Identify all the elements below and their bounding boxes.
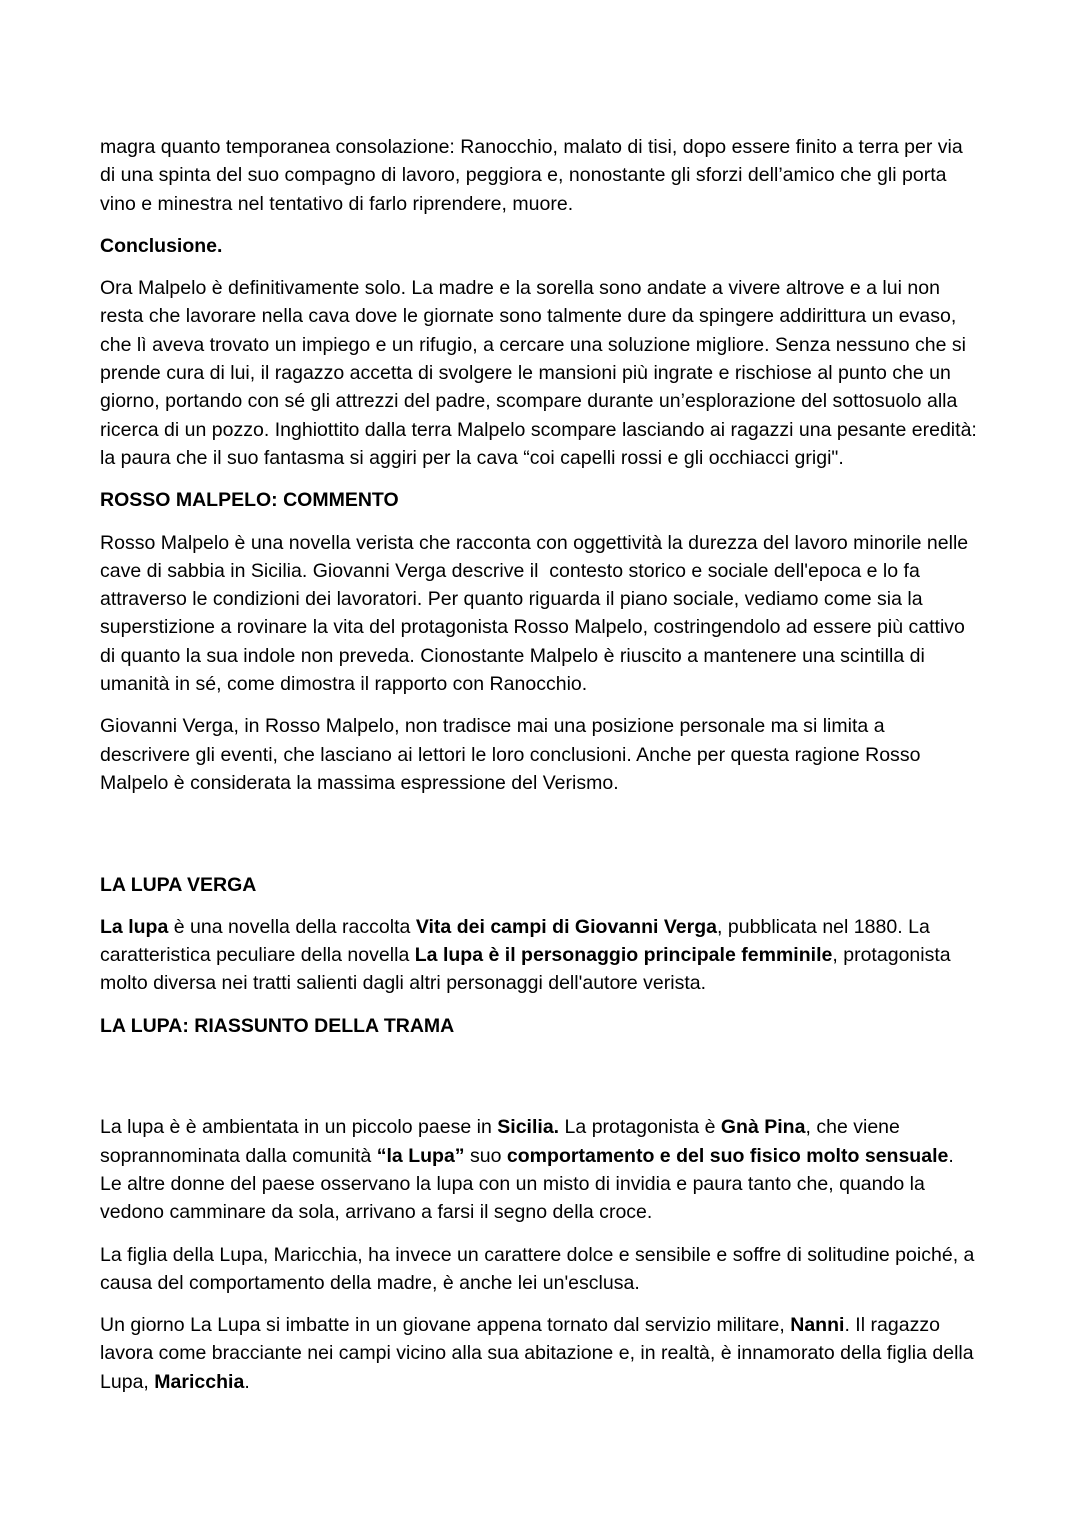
emphasis-run: “la Lupa”	[376, 1144, 465, 1167]
text-run: .	[244, 1370, 250, 1393]
emphasis-run: Vita dei campi di Giovanni Verga	[415, 915, 718, 938]
emphasis-run: Gnà Pina	[720, 1116, 806, 1139]
text-run: . Il ragazzo lavora come bracciante nei campi vicino alla sua abitazione e, in realtà, è innamorato della figlia della Lupa,	[100, 1314, 980, 1393]
emphasis-run: La lupa è il personaggio principale femminile	[414, 944, 833, 967]
text-run: , protagonista molto diversa nei tratti salienti dagli altri personaggi dell'autore verista.	[100, 944, 957, 995]
paragraph-trama-primo	[100, 1113, 980, 1226]
emphasis-run: La lupa	[100, 915, 169, 938]
text-run: suo	[464, 1144, 507, 1167]
paragraph-trama-terzo	[100, 1311, 980, 1396]
emphasis-run: Sicilia.	[497, 1116, 560, 1139]
heading-la-lupa-verga: LA LUPA VERGA	[100, 873, 257, 896]
paragraph-commento-secondo: Giovanni Verga, in Rosso Malpelo, non tradisce mai una posizione personale ma si limita a descrivere gli eventi, che lasciano ai lettori le loro conclusioni. Anche per questa ragione Rosso Malpelo è considerata la massima espressione del Verismo.	[100, 715, 926, 794]
heading-rosso-malpelo-commento: ROSSO MALPELO: COMMENTO	[100, 489, 399, 512]
text-run: La lupa è è ambientata in un piccolo paese in	[100, 1116, 498, 1139]
text-run: , che viene soprannominata dalla comunità	[100, 1116, 906, 1167]
text-run: . Le altre donne del paese osservano la lupa con un misto di invidia e paura tanto che, quando la vedono camminare da sola, arrivano a farsi il segno della croce.	[100, 1144, 960, 1224]
heading-conclusione: Conclusione.	[100, 234, 223, 257]
heading-la-lupa-riassunto: LA LUPA: RIASSUNTO DELLA TRAMA	[100, 1014, 455, 1037]
document-body	[100, 133, 983, 1396]
section-gap-spacer	[100, 840, 980, 871]
text-run: La protagonista è	[559, 1116, 721, 1139]
section-gap-spacer-trama	[100, 1082, 980, 1113]
text-run: è una novella della raccolta	[168, 915, 416, 938]
paragraph-conclusione: Ora Malpelo è definitivamente solo. La madre e la sorella sono andate a vivere altrove e a lui non resta che lavorare nella cava dove le giornate sono talmente dure da spingere addirittura un evaso, che lì aveva trovato un impiego e un rifugio, a cercare una soluzione migliore. Senza nessuno che si prende cura di lui, il ragazzo accetta di svolgere le mansioni più ingrate e rischiose al punto che un giorno, portando con sé gli attrezzi del padre, scompare durante un’esplorazione del sottosuolo alla ricerca di un pozzo. Inghiottito dalla terra Malpelo scompare lasciando ai ragazzi una pesante eredità: la paura che il suo fantasma si aggiri per la cava “coi capelli rossi e gli occhiacci grigi".	[100, 277, 983, 469]
emphasis-run: comportamento e del suo fisico molto sensuale	[506, 1144, 949, 1167]
text-run: Un giorno La Lupa si imbatte in un giovane appena tornato dal servizio militare,	[100, 1314, 791, 1337]
paragraph-trama-secondo: La figlia della Lupa, Maricchia, ha invece un carattere dolce e sensibile e soffre di solitudine poiché, a causa del comportamento della madre, è anche lei un'esclusa.	[100, 1243, 980, 1294]
emphasis-run: Maricchia	[154, 1370, 245, 1393]
paragraph-ranocchio: magra quanto temporanea consolazione: Ranocchio, malato di tisi, dopo essere finito a terra per via di una spinta del suo compagno di lavoro, peggiora e, nonostante gli sforzi dell’amico che gli porta vino e minestra nel tentativo di farlo riprendere, muore.	[100, 136, 969, 215]
paragraph-commento-primo: Rosso Malpelo è una novella verista che racconta con oggettività la durezza del lavoro minorile nelle cave di sabbia in Sicilia. Giovanni Verga descrive il contesto storico e sociale dell'epoca e lo fa attraverso le condizioni dei lavoratori. Per quanto riguarda il piano sociale, vediamo come sia la superstizione a rovinare la vita del protagonista Rosso Malpelo, costringendolo ad essere più cattivo di quanto la sua indole non preveda. Cionostante Malpelo è riuscito a mantenere una scintilla di umanità in sé, come dimostra il rapporto con Ranocchio.	[100, 531, 974, 696]
text-run: , pubblicata nel 1880. La caratteristica peculiare della novella	[100, 915, 936, 967]
blank-line-spacer-trama	[100, 1054, 980, 1082]
paragraph-la-lupa-intro	[100, 913, 980, 998]
emphasis-run: Nanni	[790, 1314, 845, 1337]
blank-line-spacer	[100, 811, 980, 839]
